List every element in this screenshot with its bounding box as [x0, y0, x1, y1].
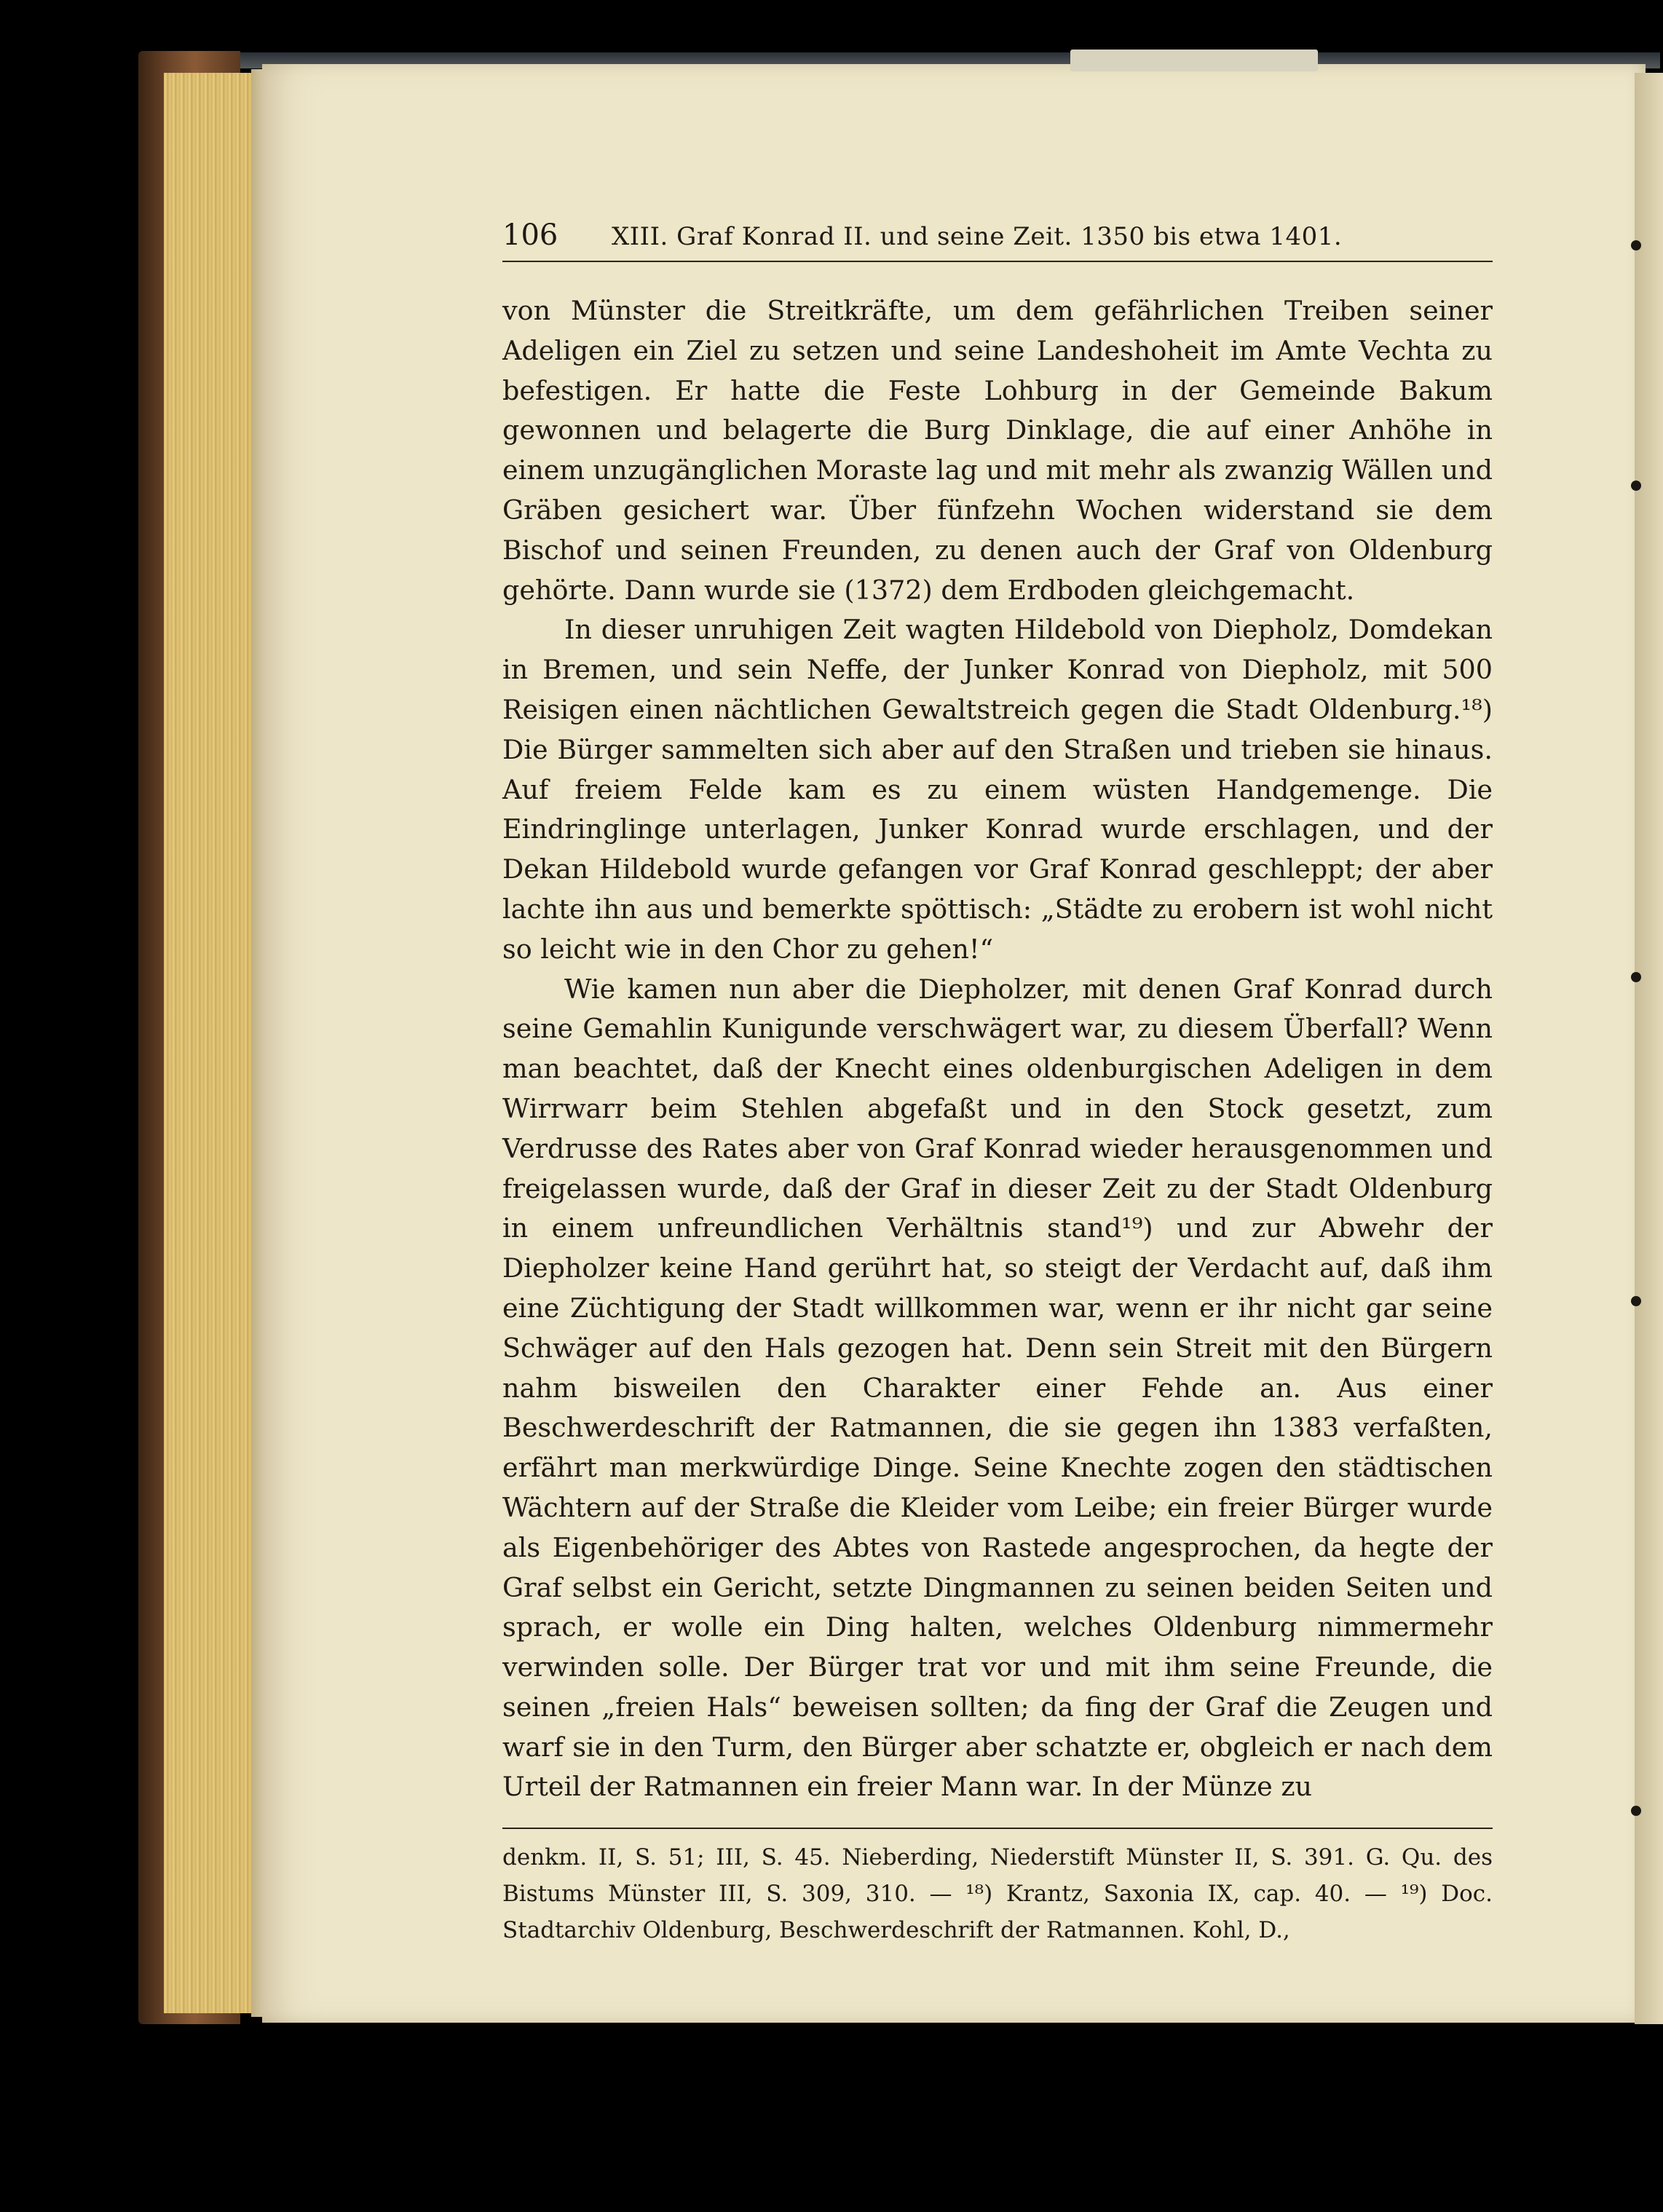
page-header	[502, 218, 1493, 262]
paragraph: Wie kamen nun aber die Diepholzer, mit denen Graf Konrad durch seine Gemahlin Kunigunde verschwägert war, zu diesem Überfall? Wenn man beachtet, daß der Knecht eines oldenburgischen Adeligen in dem Wirrwarr beim Stehlen abgefaßt und in den Stock gesetzt, zum Verdrusse des Rates aber von Graf Konrad wieder herausgenommen und freigelassen wurde, daß der Graf in dieser Zeit zu der Stadt Oldenburg in einem unfreundlichen Verhältnis stand¹⁹) und zur Abwehr der Diepholzer keine Hand gerührt hat, so steigt der Verdacht auf, daß ihm eine Züchtigung der Stadt willkommen war, wenn er ihr nicht gar seine Schwäger auf den Hals gezogen hat. Denn sein Streit mit den Bürgern nahm bisweilen den Charakter einer Fehde an. Aus einer Beschwerdeschrift der Ratmannen, die sie gegen ihn 1383 verfaßten, erfährt man merkwürdige Dinge. Seine Knechte zogen den städtischen Wächtern auf der Straße die Kleider vom Leibe; ein freier Bürger wurde als Eigenbehöriger des Abtes von Rastede angesprochen, da hegte der Graf selbst ein Gericht, setzte Dingmannen zu seinen beiden Seiten und sprach, er wolle ein Ding halten, welches Oldenburg nimmermehr verwinden solle. Der Bürger trat vor und mit ihm seine Freunde, die seinen „freien Hals“ beweisen sollten; da fing der Graf die Zeugen und warf sie in den Turm, den Bürger aber schatzte er, obgleich er nach dem Urteil der Ratmannen ein freier Mann war. In der Münze zu	[502, 973, 1493, 1803]
footnotes	[502, 1839, 1493, 1948]
paragraph: In dieser unruhigen Zeit wagten Hildebold von Diepholz, Domdekan in Bremen, und sein Neffe, der Junker Konrad von Diepholz, mit 500 Reisigen einen nächtlichen Gewaltstreich gegen die Stadt Oldenburg.¹⁸) Die Bürger sammelten sich aber auf den Straßen und trieben sie hinaus. Auf freiem Felde kam es zu einem wüsten Handgemenge. Die Eindringlinge unterlagen, Junker Konrad wurde erschlagen, und der Dekan Hildebold wurde gefangen vor Graf Konrad geschleppt; der aber lachte ihn aus und bemerkte spöttisch: „Städte zu erobern ist wohl nicht so leicht wie in den Chor zu gehen!“	[502, 614, 1493, 965]
footnote: denkm. II, S. 51; III, S. 45. Nieberding, Niederstift Münster II, S. 391. G. Qu. des Bistums Münster III, S. 309, 310. — ¹⁸) Krantz, Saxonia IX, cap. 40. — ¹⁹) Doc. Stadtarchiv Oldenburg, Beschwerdeschrift der Ratmannen. Kohl, D.,	[502, 1844, 1493, 1944]
footnote-separator	[502, 1828, 1493, 1829]
body-text	[502, 291, 1493, 1807]
margin-mark	[1631, 972, 1641, 982]
repair-tape	[1070, 50, 1318, 71]
margin-mark	[1631, 481, 1641, 491]
paragraph: von Münster die Streitkräfte, um dem gefährlichen Treiben seiner Adeligen ein Ziel zu setzen und seine Landeshoheit im Amte Vechta zu befestigen. Er hatte die Feste Lohburg in der Gemeinde Bakum gewonnen und belagerte die Burg Dinklage, die auf einer Anhöhe in einem unzugänglichen Moraste lag und mit mehr als zwanzig Wällen und Gräben gesichert war. Über fünfzehn Wochen widerstand sie dem Bischof und seinen Freunden, zu denen auch der Graf von Oldenburg gehörte. Dann wurde sie (1372) dem Erdboden gleichgemacht.	[502, 295, 1493, 606]
page-edges	[164, 73, 266, 2013]
page-number: 106	[502, 218, 558, 252]
running-head: XIII. Graf Konrad II. und seine Zeit. 1350 bis etwa 1401.	[612, 222, 1343, 251]
margin-mark	[1631, 1296, 1641, 1306]
text-block	[502, 218, 1493, 1948]
next-page-edge	[1635, 73, 1663, 2024]
margin-mark	[1631, 240, 1641, 250]
margin-mark	[1631, 1806, 1641, 1816]
